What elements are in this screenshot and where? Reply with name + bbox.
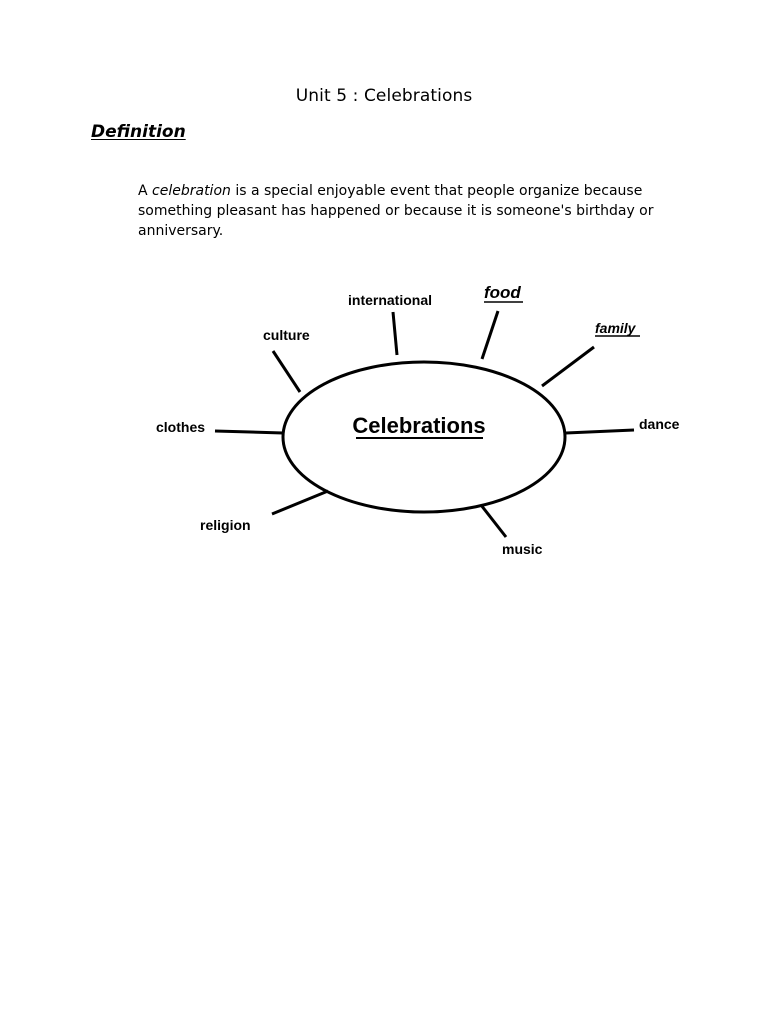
spoke-clothes: [215, 431, 283, 433]
definition-text: is a special enjoyable event that people organize because something pleasant has happened or because it is someone's birthday or anniversary.: [138, 183, 654, 239]
spoke-family: [542, 347, 594, 386]
definition-prefix: A: [138, 183, 153, 199]
branch-label-religion: religion: [200, 517, 251, 533]
branch-label-culture: culture: [263, 327, 310, 343]
spoke-religion: [272, 491, 328, 514]
spoke-music: [481, 505, 506, 537]
branch-label-clothes: clothes: [156, 419, 206, 435]
branch-label-music: music: [502, 541, 543, 557]
branch-label-family: family: [595, 320, 636, 336]
spoke-dance: [566, 430, 634, 433]
branch-label-food: food: [484, 283, 521, 302]
branch-label-international: international: [348, 292, 433, 308]
spoke-culture: [273, 351, 300, 392]
definition-term: celebration: [152, 183, 231, 199]
definition-heading: Definition: [91, 122, 186, 142]
branch-label-dance: dance: [639, 416, 680, 432]
spoke-international: [393, 312, 397, 355]
page-title: Unit 5 : Celebrations: [295, 86, 473, 106]
center-label: Celebrations: [352, 413, 486, 438]
spoke-food: [482, 311, 498, 359]
